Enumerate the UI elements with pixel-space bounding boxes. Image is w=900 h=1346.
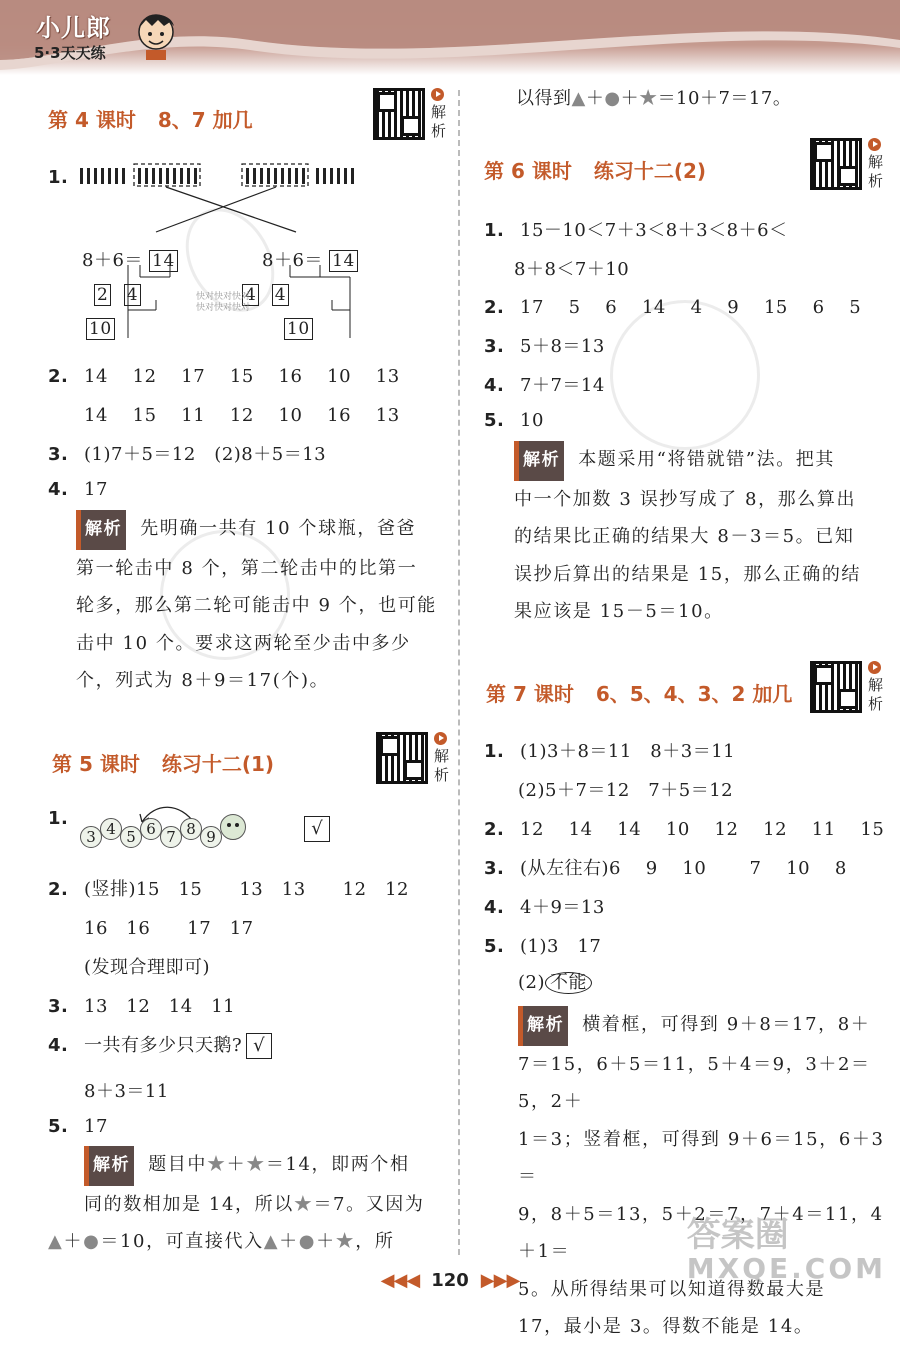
answer-box: 14: [329, 250, 358, 272]
jiexi-text: 7＝15，6＋5＝11，5＋4＝9，3＋2＝5，2＋: [518, 1053, 871, 1112]
q5: [484, 410, 544, 431]
question-number: 1.: [48, 808, 69, 829]
q3: [484, 332, 605, 358]
lesson-7-heading: [486, 678, 792, 707]
q2-row1: [48, 362, 400, 388]
answer-text: (2): [518, 972, 545, 993]
q3: [48, 992, 235, 1018]
q2-note: [84, 953, 210, 979]
triangle-icon: ▲: [263, 1231, 280, 1252]
answer-text: (1)3 17: [520, 936, 602, 957]
jiexi-5: [48, 1146, 464, 1261]
jiexi-text: ＋: [226, 1154, 247, 1175]
star-icon: ★: [207, 1154, 227, 1175]
jiexi-text: 本题采用“将错就错”法。把其: [578, 449, 836, 470]
qr-label: 解析: [868, 676, 884, 713]
jiexi-text: 击中 10 个。要求这两轮至少击中多少: [76, 632, 411, 654]
circled-answer: 不能: [545, 972, 592, 994]
jiexi-text: 1＝3；竖着框，可得到 9＋6＝15，6＋3＝: [518, 1128, 885, 1187]
answer-box: 10: [86, 318, 115, 340]
lesson-title: 6、5、4、3、2 加几: [595, 682, 793, 706]
lesson-number: 第 4 课时: [48, 108, 136, 132]
jiexi-text: ＋: [620, 88, 640, 109]
answer-text: (竖排)15 15 13 13 12 12: [84, 879, 409, 900]
q1-label: [48, 808, 84, 829]
q2: [484, 293, 861, 319]
question-number: 5.: [484, 410, 505, 431]
bead: 9: [200, 826, 222, 848]
bead: 5: [120, 826, 142, 848]
triangle-icon: ▲: [571, 88, 586, 109]
q4: [48, 479, 108, 500]
lesson-title: 练习十二(1): [161, 752, 275, 776]
lesson-6-heading: [484, 155, 706, 184]
jiexi-label: 解析: [514, 441, 564, 481]
jiexi-text: 果应该是 15－5＝10。: [514, 601, 724, 622]
answer-text: 8＋3＝11: [84, 1081, 169, 1102]
q1-split-left: [94, 284, 141, 306]
question-number: 2.: [484, 819, 505, 840]
qr-code[interactable]: [810, 136, 884, 196]
triangle-icon: ▲: [48, 1231, 64, 1252]
answer-text: (1)3＋8＝11 8＋3＝11: [520, 741, 736, 762]
jiexi-text: 题目中: [148, 1154, 208, 1175]
jiexi-text: 同的数相加是 14，所以: [84, 1193, 294, 1215]
question-number: 1.: [484, 741, 505, 762]
star-icon: ★: [335, 1231, 356, 1252]
play-icon: [868, 661, 881, 674]
question-number: 4.: [484, 897, 505, 918]
star-icon: ★: [246, 1154, 266, 1175]
mascot-icon: [134, 10, 180, 60]
jiexi-text: ＝7。又因为: [313, 1193, 425, 1215]
q2: [484, 815, 884, 841]
caterpillar-head-icon: [220, 814, 246, 840]
jiexi-text: ＋: [316, 1231, 336, 1252]
equation-text: 8＋6＝: [82, 250, 143, 271]
jiexi-text: 横着框，可得到 9＋8＝17，8＋: [582, 1014, 871, 1035]
q1-line1: [484, 216, 788, 242]
answer-text: 17: [84, 1116, 108, 1137]
q2-row2: [84, 914, 254, 940]
q3: [484, 854, 847, 880]
lesson-number: 第 5 课时: [52, 752, 140, 776]
header-band: [0, 0, 900, 75]
qr-label: 解析: [431, 103, 447, 140]
answer-box: 14: [149, 250, 178, 272]
q1-line1: [484, 737, 735, 763]
page-footer: [0, 1270, 900, 1291]
stamp-text: 快对快对快对 快对快对快对: [196, 292, 251, 313]
jiexi-text: 17，最小是 3。得数不能是 14。: [518, 1316, 814, 1337]
q5-line2: [518, 972, 592, 994]
jiexi-7: [518, 1006, 894, 1346]
q4: [484, 893, 605, 919]
jiexi-text: 5。从所得结果可以知道得数最大是: [518, 1278, 826, 1300]
bead: 8: [180, 818, 202, 840]
question-number: 3.: [48, 996, 69, 1017]
q1-equation-right: [262, 246, 358, 272]
lesson-title: 8、7 加几: [157, 108, 253, 132]
bead: 7: [160, 826, 182, 848]
lesson-5-heading: [52, 748, 274, 777]
answer-text: (1)7＋5＝12 (2)8＋5＝13: [84, 444, 327, 465]
question-number: 2.: [48, 366, 69, 387]
jiexi-text: 先明确一共有 10 个球瓶，爸爸: [140, 518, 417, 539]
qr-code[interactable]: [810, 659, 884, 719]
jiexi-text: 误抄后算出的结果是 15，那么正确的结: [514, 563, 862, 585]
lesson-4-heading: [48, 104, 253, 133]
question-number: 1.: [484, 220, 505, 241]
watermark-top: 答案圈: [686, 1215, 789, 1255]
jiexi-text: 第一轮击中 8 个，第二轮击中的比第一: [76, 557, 418, 579]
carry-over-line: [516, 84, 791, 110]
answer-text: 16 16 17 17: [84, 918, 254, 939]
jiexi-text: 以得到: [516, 88, 572, 109]
q2-row1: [48, 875, 409, 901]
jiexi-text: ＋: [585, 88, 605, 109]
jiexi-text: 轮多，那么第二轮可能击中 9 个，也可能: [76, 595, 437, 616]
lesson-number: 第 7 课时: [486, 682, 574, 706]
check-box: √: [304, 816, 330, 842]
q4-equation: [84, 1077, 169, 1103]
answer-text: 17 5 6 14 4 9 15 6 5: [520, 297, 862, 318]
q3: [48, 440, 326, 466]
kuaidui-stamp-icon: [610, 300, 760, 450]
series-name: 5·3天天练: [34, 44, 106, 62]
answer-box: 4: [124, 284, 141, 306]
q4: [484, 371, 605, 397]
question-number: 3.: [484, 336, 505, 357]
q2-row2: [84, 401, 400, 427]
brand-logo: [16, 6, 186, 66]
qr-code-icon: [810, 138, 862, 190]
jiexi-text: ＝10，可直接代入: [100, 1231, 264, 1252]
question-number: 3.: [484, 858, 505, 879]
jiexi-text: ＋: [279, 1231, 299, 1252]
q1-equation-left: [82, 246, 178, 272]
qr-code-icon: [373, 88, 425, 140]
bead: 6: [140, 818, 162, 840]
question-number: 1.: [48, 167, 69, 188]
question-number: 5.: [484, 936, 505, 957]
number-beads: [80, 820, 246, 848]
play-icon: [868, 138, 881, 151]
answer-text: 12 14 14 10 12 12 11 15: [520, 819, 885, 840]
answer-text: 4＋9＝13: [520, 897, 605, 918]
lesson-number: 第 6 课时: [484, 159, 572, 183]
question-number: 2.: [484, 297, 505, 318]
q5: [48, 1116, 108, 1137]
qr-label: 解析: [868, 153, 884, 190]
jiexi-text: 中一个加数 3 误抄写成了 8，那么算出: [514, 488, 857, 510]
answer-text: 7＋7＝14: [520, 375, 605, 396]
jiexi-label: 解析: [518, 1006, 568, 1046]
jiexi-text: 个，列式为 8＋9＝17(个)。: [76, 670, 330, 691]
jiexi-text: 9，8＋5＝13，5＋2＝7，7＋4＝11，4＋1＝: [518, 1203, 884, 1262]
jiexi-text: ＝14，即两个相: [265, 1154, 410, 1175]
answer-text: (发现合理即可): [84, 957, 211, 978]
answer-text: 10: [520, 410, 544, 431]
bead: 4: [100, 818, 122, 840]
jiexi-label: 解析: [84, 1146, 134, 1186]
answer-text: 15－10＜7＋3＜8＋3＜8＋6＜: [520, 220, 788, 241]
brand-name: 小儿郎: [36, 14, 111, 42]
answer-text: 13 12 14 11: [84, 996, 236, 1017]
jiexi-text: 的结果比正确的结果大 8－3＝5。已知: [514, 526, 855, 547]
check-box: √: [246, 1033, 272, 1059]
star-icon: ★: [293, 1193, 314, 1215]
question-number: 2.: [48, 879, 69, 900]
caterpillar-sequence: [80, 806, 323, 856]
jiexi-text: ，所: [355, 1231, 395, 1252]
answer-box: 10: [284, 318, 313, 340]
left-arrows-icon: ◀◀◀: [380, 1270, 420, 1291]
equation-text: 8＋6＝: [262, 250, 323, 271]
q1-ten-right: [284, 318, 313, 340]
answer-text: 14 12 17 15 16 10 13: [84, 366, 400, 387]
jiexi-6: [514, 441, 894, 631]
lesson-title: 练习十二(2): [593, 159, 707, 183]
q4: [48, 1031, 272, 1059]
jiexi-text: ＝10＋7＝17。: [657, 88, 792, 109]
bead: 3: [80, 826, 102, 848]
question-number: 4.: [48, 479, 69, 500]
qr-code[interactable]: [373, 86, 447, 146]
right-arrows-icon: ▶▶▶: [480, 1270, 520, 1291]
qr-code[interactable]: [376, 730, 450, 790]
q1-line2: [514, 255, 629, 281]
question-number: 5.: [48, 1116, 69, 1137]
answer-text: 一共有多少只天鹅?: [84, 1035, 243, 1056]
jiexi-label: 解析: [76, 510, 126, 550]
page-number: 120: [431, 1270, 469, 1291]
answer-text: 14 15 11 12 10 16 13: [84, 405, 400, 426]
question-number: 4.: [48, 1035, 69, 1056]
qr-code-icon: [376, 732, 428, 784]
circle-icon: ●: [604, 88, 621, 109]
circle-icon: ●: [298, 1231, 317, 1252]
q1-ten-left: [86, 318, 115, 340]
answer-text: (2)5＋7＝12 7＋5＝12: [518, 780, 734, 801]
answer-text: 8＋8＜7＋10: [514, 259, 630, 280]
answer-box: 4: [272, 284, 289, 306]
q5-line1: [484, 932, 601, 958]
play-icon: [431, 88, 444, 101]
play-icon: [434, 732, 447, 745]
jiexi-text: ＋: [63, 1231, 84, 1252]
jiexi-4: [76, 510, 466, 700]
answer-text: (从左往右)6 9 10 7 10 8: [520, 858, 847, 879]
watermark-bottom: MXQE.COM: [686, 1252, 886, 1285]
circle-icon: ●: [83, 1231, 101, 1252]
qr-code-icon: [810, 661, 862, 713]
answer-text: 17: [84, 479, 108, 500]
star-icon: ★: [639, 88, 658, 109]
question-number: 3.: [48, 444, 69, 465]
answer-text: 5＋8＝13: [520, 336, 605, 357]
q1-line2: [518, 776, 733, 802]
question-number: 4.: [484, 375, 505, 396]
answer-box: 4: [242, 284, 259, 306]
answer-box: 2: [94, 284, 111, 306]
qr-label: 解析: [434, 747, 450, 784]
